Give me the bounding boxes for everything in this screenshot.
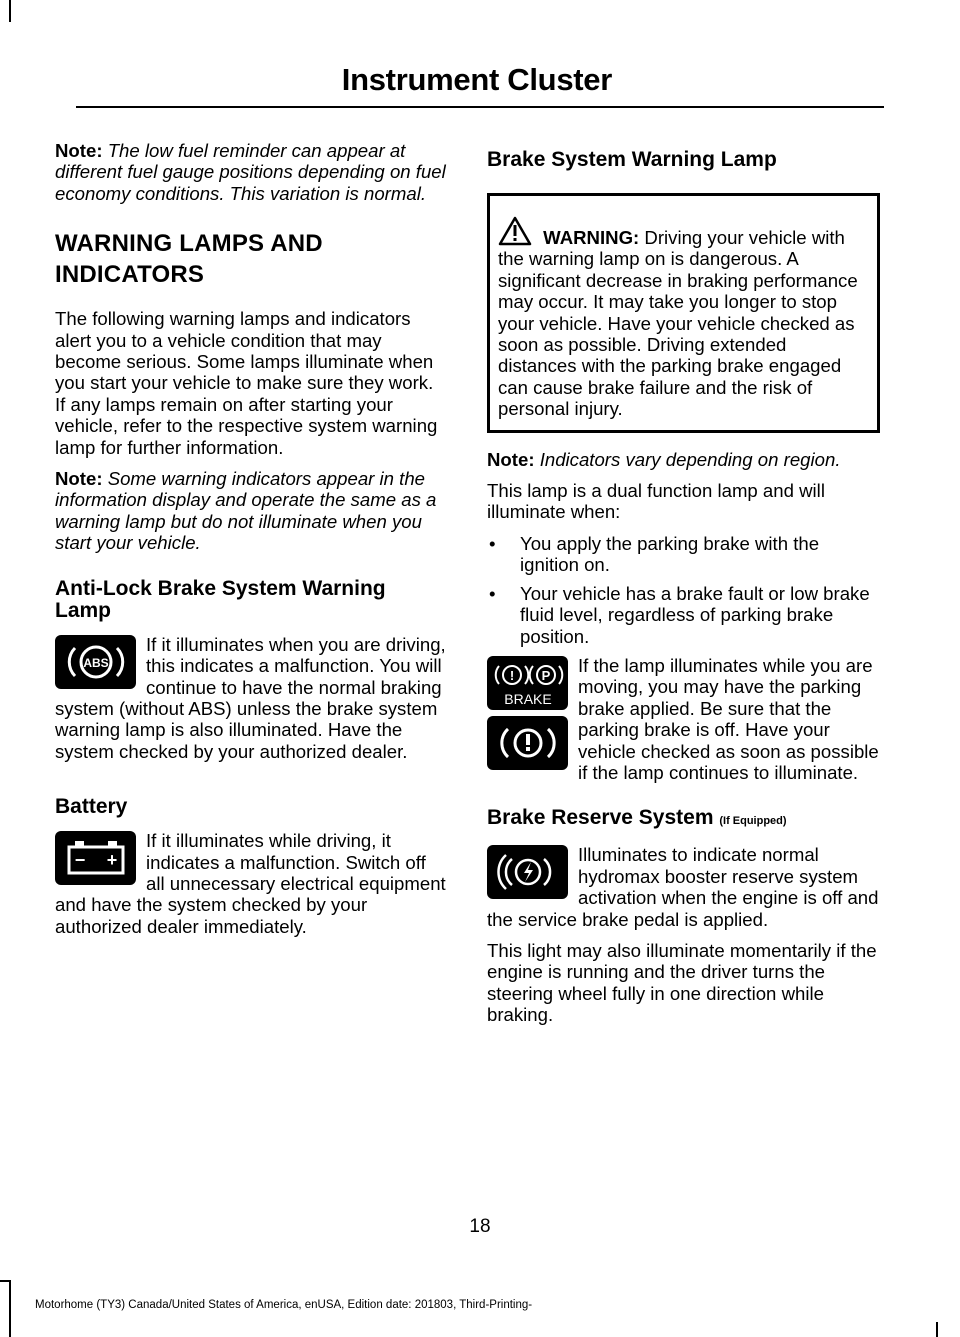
intro-paragraph: The following warning lamps and indicators alert you to a vehicle condition that may become serious. Some lamps illuminate when you start your vehicle to make sure they work. If any lamps remain on after starting your vehicle, refer to the respective system warning lamp for further information. [55,308,438,458]
reserve-heading [487,807,879,832]
left-column [55,140,447,947]
note-region [487,449,879,470]
note-label: Note: [55,468,103,490]
abs-section [55,578,447,772]
crop-mark-bottom-right [936,1322,938,1337]
brake-excl-glyph: ! [509,667,514,683]
header-rule [76,106,884,108]
battery-icon [55,831,136,885]
crop-mark-bottom-left-h [0,1280,11,1282]
warning-text: Driving your vehicle with the warning lamp on is dangerous. A significant decrease in braking performance may occur. It may take you longer to stop your vehicle. Have your vehicle checked as soon as possible. Driving extended distances with the parking brake engaged can cause brake failure and the risk of personal injury. [498,227,858,420]
note-indicators [55,468,447,554]
note-text: Some warning indicators appear in the information display and operate the same as a warning lamp but do not illuminate when you start your vehicle. [55,468,437,554]
crop-mark-bottom-left [9,1280,11,1337]
footer-text: Motorhome (TY3) Canada/United States of America, enUSA, Edition date: 201803, Third-Printing- [35,1299,533,1311]
brake-icon-stack [487,656,568,776]
reserve-body-1: Illuminates to indicate normal hydromax booster reserve system activation when the engine is off and the service brake pedal is applied. [487,844,879,930]
abs-icon-label: ABS [82,655,109,670]
battery-heading: Battery [55,795,128,819]
note-text: The low fuel reminder can appear at different fuel gauge positions depending on fuel economy conditions. This variation is normal. [55,140,446,204]
abs-warning-icon [55,635,136,689]
crop-mark-top-left [9,0,11,22]
brake-lamp-row [487,655,879,793]
brake-p-glyph: P [541,667,550,683]
note-label: Note: [487,448,535,470]
brake-bullet-list [487,533,879,647]
abs-heading: Anti-Lock Brake System Warning Lamp [55,576,386,622]
right-column [487,140,879,1036]
section-heading: WARNING LAMPS AND INDICATORS [55,230,323,289]
brake-heading: Brake System Warning Lamp [487,148,777,171]
page-number: 18 [469,1216,491,1237]
abs-body: If it illuminates when you are driving, this indicates a malfunction. You will continue to have the normal braking system (without ABS) unless the brake system warning lamp is also illuminated. Have the system checked by your authorized dealer. [55,633,446,762]
brake-park-icon [487,656,568,710]
list-item: • You apply the parking brake with the ignition on. [487,533,879,576]
warning-triangle-icon [498,216,532,246]
brake-reserve-icon [487,845,568,899]
abs-lamp-row [55,634,447,772]
brake-intro: This lamp is a dual function lamp and will illuminate when: [487,480,825,523]
brake-lamp-body: If the lamp illuminates while you are moving, you may have the parking brake applied. Be sure that the parking brake is off. Have your vehicle checked as soon as possible if the lamp continues to illuminate. [578,654,879,783]
brake-icon-label: BRAKE [503,690,552,707]
warning-label: WARNING: [543,227,640,248]
reserve-body-2: This light may also illuminate momentarily if the engine is running and the driver turns the steering wheel fully in one direction while braking. [487,939,877,1026]
note-label: Note: [55,140,103,161]
battery-minus: − [74,850,85,871]
note-text: Indicators vary depending on region. [539,448,841,470]
list-item: • Your vehicle has a brake fault or low brake fluid level, regardless of parking brake position. [487,583,879,647]
brake-warning-box [487,193,880,433]
reserve-section [487,807,879,1025]
note-fuel [55,140,447,204]
battery-plus: + [106,850,117,871]
page-header-title: Instrument Cluster [341,62,612,97]
reserve-tag: (If Equipped) [719,815,787,828]
brake-circle-icon [487,716,568,770]
reserve-heading-text: Brake Reserve System [487,806,714,830]
battery-body: If it illuminates while driving, it indicates a malfunction. Switch off all unnecessary electrical equipment and have the system checked by your authorized dealer immediately. [55,830,446,937]
battery-lamp-row [55,830,447,947]
battery-section [55,796,447,947]
reserve-lamp-row [487,844,879,940]
